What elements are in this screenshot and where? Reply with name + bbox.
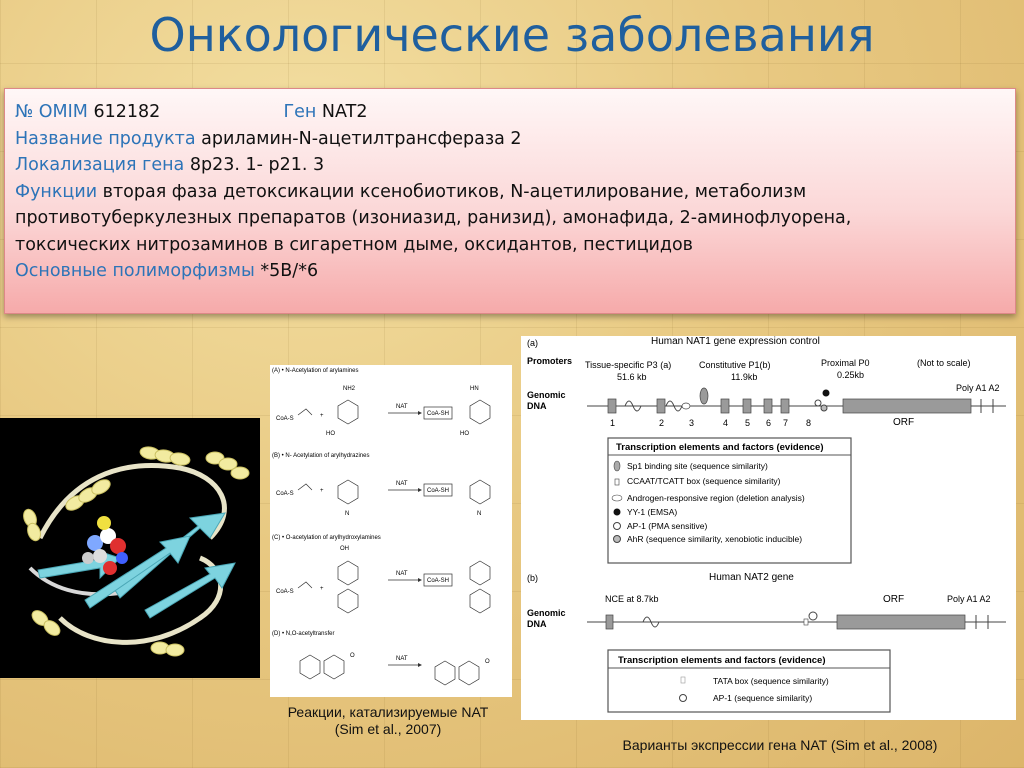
p3-dist: 51.6 kb xyxy=(617,372,647,382)
dna-label: DNA xyxy=(527,401,547,411)
reaction-a-label: (A) • N-Acetylation of arylamines xyxy=(272,368,359,374)
dna-label-b: DNA xyxy=(527,619,547,629)
functions-text-1: вторая фаза детоксикации ксенобиотиков, N-ацетилирование, метаболизм xyxy=(102,181,807,202)
p0-label: Proximal P0 xyxy=(821,358,870,368)
gene-value: NAT2 xyxy=(321,102,368,122)
polya-label-b: Poly A1 A2 xyxy=(947,594,991,604)
locus-label: Локализация гена xyxy=(15,155,185,175)
p0-dist: 0.25kb xyxy=(837,370,865,380)
functions-label: Функции xyxy=(15,181,98,202)
reaction-c-label: (C) • O-acetylation of arylhydroxylamines xyxy=(272,535,381,541)
gene-info-box xyxy=(4,88,1016,314)
p1-label: Constitutive P1(b) xyxy=(699,360,771,370)
nat1-title: Human NAT1 gene expression control xyxy=(651,336,820,347)
legend-b-item-1: TATA box (sequence similarity) xyxy=(713,676,829,686)
n-text-2: N xyxy=(477,511,482,517)
p1-dist: 11.9kb xyxy=(731,372,758,382)
protein-structure-image xyxy=(0,418,260,678)
reaction-d-label: (D) • N,O-acetyltransfer xyxy=(272,631,335,637)
locus-line xyxy=(15,152,1005,179)
legend-b-title: Transcription elements and factors (evidence) xyxy=(618,655,826,666)
part-a-label: (a) xyxy=(527,338,538,348)
reactions-caption xyxy=(260,704,516,738)
omim-line xyxy=(15,99,1005,126)
coas-text: CoA-S xyxy=(276,416,294,422)
o-text-2: O xyxy=(485,659,490,665)
nat-text-d: NAT xyxy=(396,656,408,662)
exon-1: 1 xyxy=(610,418,616,428)
reaction-b xyxy=(276,480,490,517)
polymorphisms-label: Основные полиморфизмы xyxy=(15,261,255,281)
plus-text: + xyxy=(320,413,324,419)
coas-text-c: CoA-S xyxy=(276,589,294,595)
nat-text-c: NAT xyxy=(396,571,408,577)
protein-ribbon-graphic xyxy=(0,418,260,678)
exon-7: 7 xyxy=(783,418,789,428)
exon-8: 8 xyxy=(806,418,812,428)
p3-label: Tissue-specific P3 (a) xyxy=(585,360,672,370)
slide-title: Онкологические заболевания xyxy=(149,8,875,62)
nat-text-b: NAT xyxy=(396,481,408,487)
omim-value: 612182 xyxy=(93,102,161,122)
not-to-scale-note: (Not to scale) xyxy=(917,358,971,368)
reactions-diagram xyxy=(270,365,512,697)
legend-a-item-6: AhR (sequence similarity, xenobiotic inducible) xyxy=(627,534,803,544)
coash-text-b: CoA-SH xyxy=(427,488,450,494)
expression-figure xyxy=(521,336,1016,720)
legend-a-item-5: AP-1 (PMA sensitive) xyxy=(627,521,708,531)
ho-text: HO xyxy=(326,431,335,437)
functions-text-2: противотуберкулезных препаратов (изониазид, ранизид), амонафида, 2-аминофлуорена, xyxy=(15,208,852,228)
nce-label: NCE at 8.7kb xyxy=(605,594,659,604)
exon-5: 5 xyxy=(745,418,751,428)
omim-label: № OMIM xyxy=(15,102,88,122)
legend-a-title: Transcription elements and factors (evidence) xyxy=(616,442,824,453)
reactions-caption-line-1: Реакции, катализируемые NAT xyxy=(287,704,489,720)
reactions-caption-line-2: (Sim et al., 2007) xyxy=(334,721,442,737)
n-text: N xyxy=(345,511,350,517)
hn-text: HN xyxy=(470,386,479,392)
legend-a-item-1: Sp1 binding site (sequence similarity) xyxy=(627,461,768,471)
expression-caption: Варианты экспрессии гена NAT (Sim et al., 2008) xyxy=(622,737,938,753)
reaction-c xyxy=(276,546,490,613)
expression-diagram xyxy=(521,336,1016,720)
legend-a-item-4: YY-1 (EMSA) xyxy=(627,507,678,517)
exon-6: 6 xyxy=(766,418,772,428)
locus-value: 8p23. 1- p21. 3 xyxy=(189,155,325,175)
ho-text-2: HO xyxy=(460,431,469,437)
plus-text-b: + xyxy=(320,488,324,494)
nh2-text: NH2 xyxy=(343,386,356,392)
o-text: O xyxy=(350,653,355,659)
product-label: Название продукта xyxy=(15,128,196,149)
exon-3: 3 xyxy=(689,418,695,428)
product-line xyxy=(15,126,1005,153)
exon-2: 2 xyxy=(659,418,665,428)
coash-text: CoA-SH xyxy=(427,411,450,417)
promoters-label: Promoters xyxy=(527,356,573,366)
polymorphisms-value: *5B/*6 xyxy=(260,261,319,281)
reactions-figure xyxy=(270,365,512,697)
polya-label: Poly A1 A2 xyxy=(956,383,1000,393)
reaction-a xyxy=(276,386,490,437)
functions-line xyxy=(15,179,1005,206)
genomic-label: Genomic xyxy=(527,390,566,400)
legend-a-item-3: Androgen-responsive region (deletion analysis) xyxy=(627,493,805,503)
reaction-b-label: (B) • N- Acetylation of arylhydrazines xyxy=(272,453,370,459)
nat-text: NAT xyxy=(396,404,408,410)
oh-text: OH xyxy=(340,546,349,552)
nat2-title: Human NAT2 gene xyxy=(709,572,794,583)
gene-label: Ген xyxy=(283,102,317,122)
orf-label-b: ORF xyxy=(883,594,905,605)
reaction-d xyxy=(300,653,490,685)
plus-text-c: + xyxy=(320,586,324,592)
coas-text-b: CoA-S xyxy=(276,491,294,497)
coash-text-c: CoA-SH xyxy=(427,578,450,584)
functions-text-3: токсических нитрозаминов в сигаретном дыме, оксидантов, пестицидов xyxy=(15,234,693,255)
legend-a-item-2: CCAAT/TCATT box (sequence similarity) xyxy=(627,476,781,486)
part-b-label: (b) xyxy=(527,573,538,583)
orf-label: ORF xyxy=(893,417,915,428)
legend-b-item-2: AP-1 (sequence similarity) xyxy=(713,693,813,703)
genomic-label-b: Genomic xyxy=(527,608,566,618)
exon-4: 4 xyxy=(723,418,729,428)
polymorphisms-line xyxy=(15,258,1005,285)
product-value: ариламин-N-ацетилтрансфераза 2 xyxy=(201,128,522,149)
